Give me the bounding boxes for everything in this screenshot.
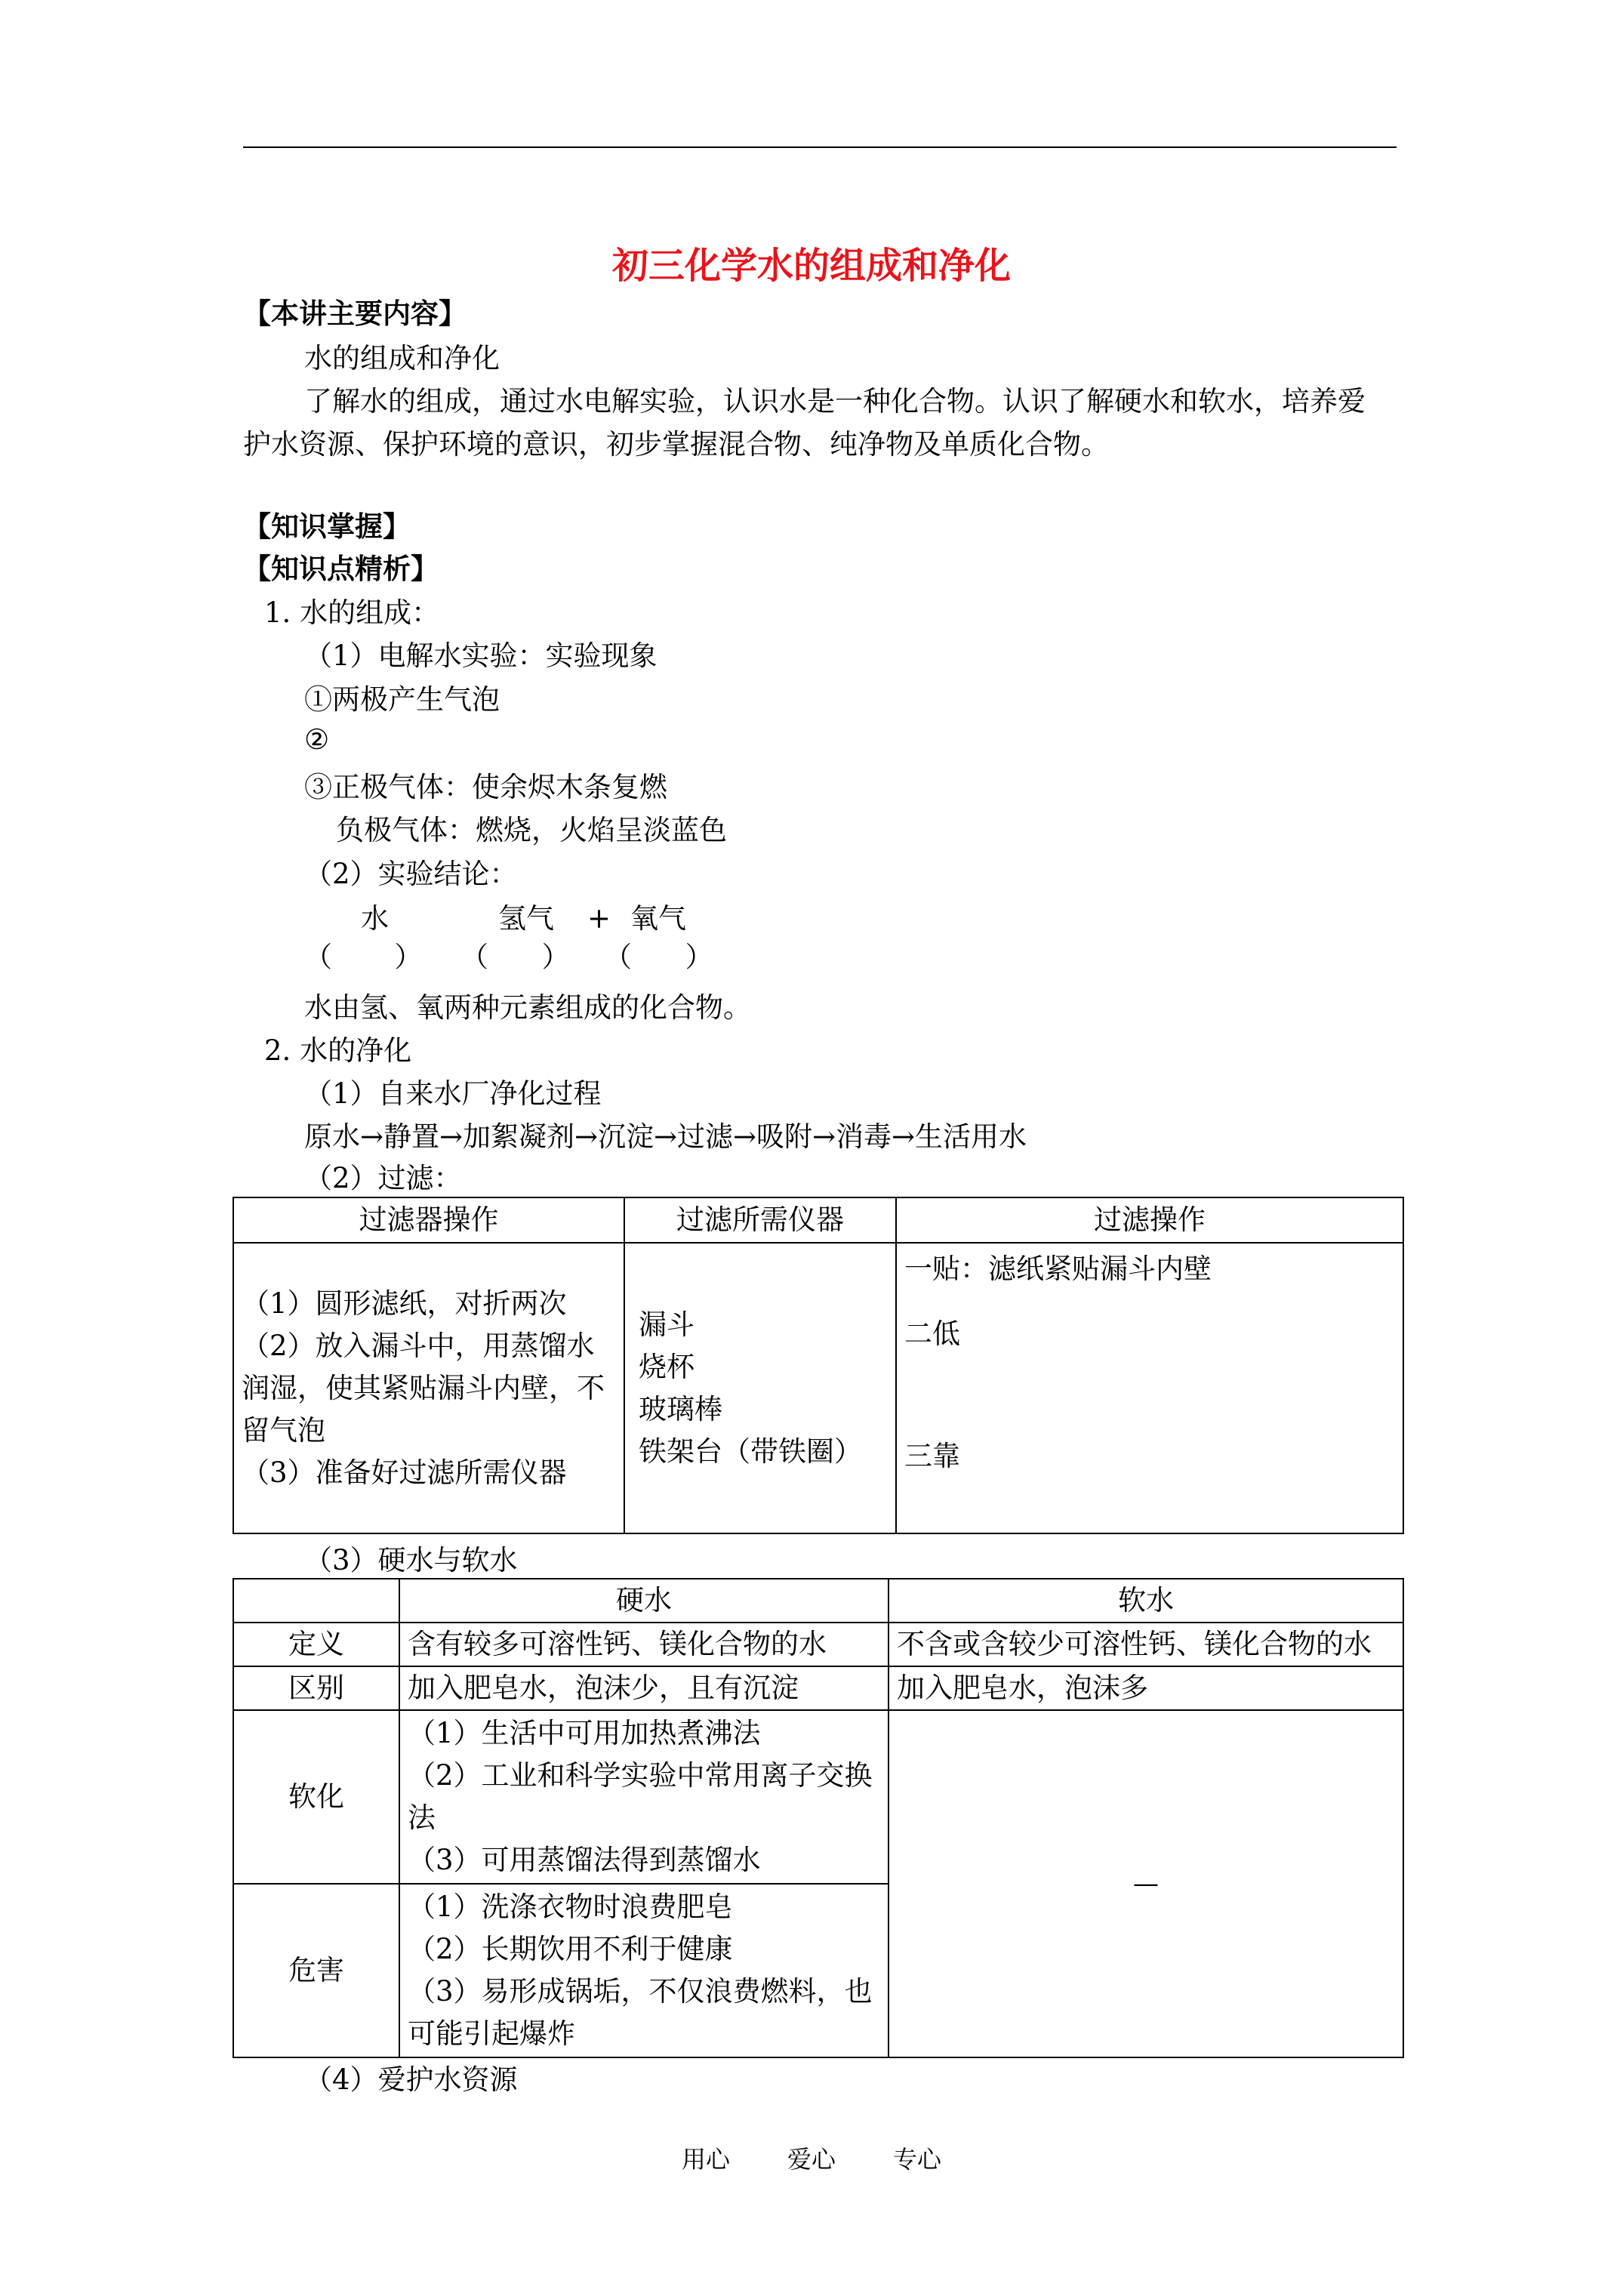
soft-definition: 不含或含较少可溶性钙、镁化合物的水	[888, 1623, 1403, 1666]
observation-2: ②	[304, 723, 330, 756]
hard-difference: 加入肥皂水，泡沫少，且有沉淀	[399, 1666, 888, 1710]
soft-water-header: 软水	[888, 1579, 1403, 1623]
softening-cell	[399, 1710, 888, 1884]
equation-oxygen: 氧气	[630, 902, 686, 935]
filter-header-operation: 过滤器操作	[233, 1197, 624, 1243]
harm-2: （2）长期饮用不利于健康	[408, 1933, 733, 1965]
composition-title: 1. 水的组成：	[264, 596, 440, 629]
footer-word-1: 用心	[681, 2145, 730, 2174]
main-content-heading: 【本讲主要内容】	[243, 297, 467, 330]
filter-header-procedure: 过滤操作	[896, 1197, 1403, 1243]
purification-title: 2. 水的净化	[264, 1034, 412, 1067]
protect-water-title: （4）爱护水资源	[304, 2063, 518, 2096]
blank-hydrogen: （ ）	[460, 941, 570, 973]
hard-soft-water-table	[233, 1578, 1404, 2058]
filter-op-1: （1）圆形滤纸，对折两次	[242, 1287, 567, 1320]
footer-word-2: 爱心	[787, 2145, 836, 2174]
page-title: 初三化学水的组成和净化	[611, 245, 1011, 287]
plant-process-steps: 原水→静置→加絮凝剂→沉淀→过滤→吸附→消毒→生活用水	[304, 1120, 1027, 1153]
procedure-three-lean: 三靠	[904, 1440, 960, 1472]
harm-1: （1）洗涤衣物时浪费肥皂	[408, 1891, 733, 1923]
filter-header-instruments: 过滤所需仪器	[624, 1197, 896, 1243]
equation-hydrogen: 氢气	[498, 902, 554, 935]
filter-operations-cell	[233, 1243, 624, 1533]
hard-soft-title: （3）硬水与软水	[304, 1544, 518, 1576]
goals-line-1: 了解水的组成，通过水电解实验，认识水是一种化合物。认识了解硬水和软水，培养爱	[304, 385, 1366, 418]
harm-cell	[399, 1884, 888, 2057]
knowledge-heading: 【知识掌握】	[243, 510, 411, 543]
row-label-softening: 软化	[233, 1710, 399, 1884]
observation-3-negative: 负极气体：燃烧，火焰呈淡蓝色	[336, 814, 727, 846]
instrument-iron-stand: 铁架台（带铁圈）	[639, 1435, 862, 1468]
composition-statement: 水由氢、氧两种元素组成的化合物。	[304, 991, 751, 1024]
row-label-difference: 区别	[233, 1666, 399, 1710]
plant-process-title: （1）自来水厂净化过程	[304, 1077, 602, 1110]
softening-3: （3）可用蒸馏法得到蒸馏水	[408, 1844, 761, 1876]
row-label-harm: 危害	[233, 1884, 399, 2057]
softening-1: （1）生活中可用加热煮沸法	[408, 1717, 761, 1749]
soft-difference: 加入肥皂水，泡沫多	[888, 1666, 1403, 1710]
filtration-title: （2）过滤：	[304, 1162, 462, 1194]
instrument-glass-rod: 玻璃棒	[639, 1392, 722, 1425]
filter-procedure-cell	[896, 1243, 1403, 1533]
goals-line-2: 护水资源、保护环境的意识，初步掌握混合物、纯净物及单质化合物。	[243, 428, 1109, 461]
knowledge-points-heading: 【知识点精析】	[243, 552, 439, 585]
instrument-funnel: 漏斗	[639, 1308, 694, 1341]
harm-3: （3）易形成锅垢，不仅浪费燃料，也可能引起爆炸	[408, 1975, 873, 2050]
footer-word-3: 专心	[893, 2145, 942, 2174]
hard-water-header: 硬水	[399, 1579, 888, 1623]
procedure-two-low: 二低	[904, 1318, 960, 1350]
procedure-one-stick: 一贴：滤纸紧贴漏斗内壁	[904, 1253, 1212, 1285]
row-label-definition: 定义	[233, 1623, 399, 1666]
instrument-beaker: 烧杯	[639, 1350, 694, 1383]
soft-merged-cell: —	[888, 1710, 1403, 2057]
filter-op-2: （2）放入漏斗中，用蒸馏水润湿，使其紧贴漏斗内壁，不留气泡	[242, 1329, 605, 1447]
header-rule	[243, 146, 1397, 148]
blank-oxygen: （ ）	[604, 941, 713, 973]
observation-3: ③正极气体：使余烬木条复燃	[304, 771, 667, 803]
equation-plus: +	[587, 902, 611, 935]
filtration-table	[233, 1197, 1404, 1534]
equation-water: 水	[361, 902, 389, 935]
blank-water: （ ）	[304, 941, 423, 973]
filter-op-3: （3）准备好过滤所需仪器	[242, 1456, 567, 1489]
topic-line: 水的组成和净化	[304, 342, 500, 374]
conclusion-title: （2）实验结论：	[304, 858, 518, 890]
observation-1: ①两极产生气泡	[304, 683, 500, 716]
softening-2: （2）工业和科学实验中常用离子交换法	[408, 1759, 873, 1834]
filter-instruments-cell	[624, 1243, 896, 1533]
electrolysis-title: （1）电解水实验：实验现象	[304, 639, 658, 672]
page-footer	[0, 2143, 1623, 2176]
hard-definition: 含有较多可溶性钙、镁化合物的水	[399, 1623, 888, 1666]
